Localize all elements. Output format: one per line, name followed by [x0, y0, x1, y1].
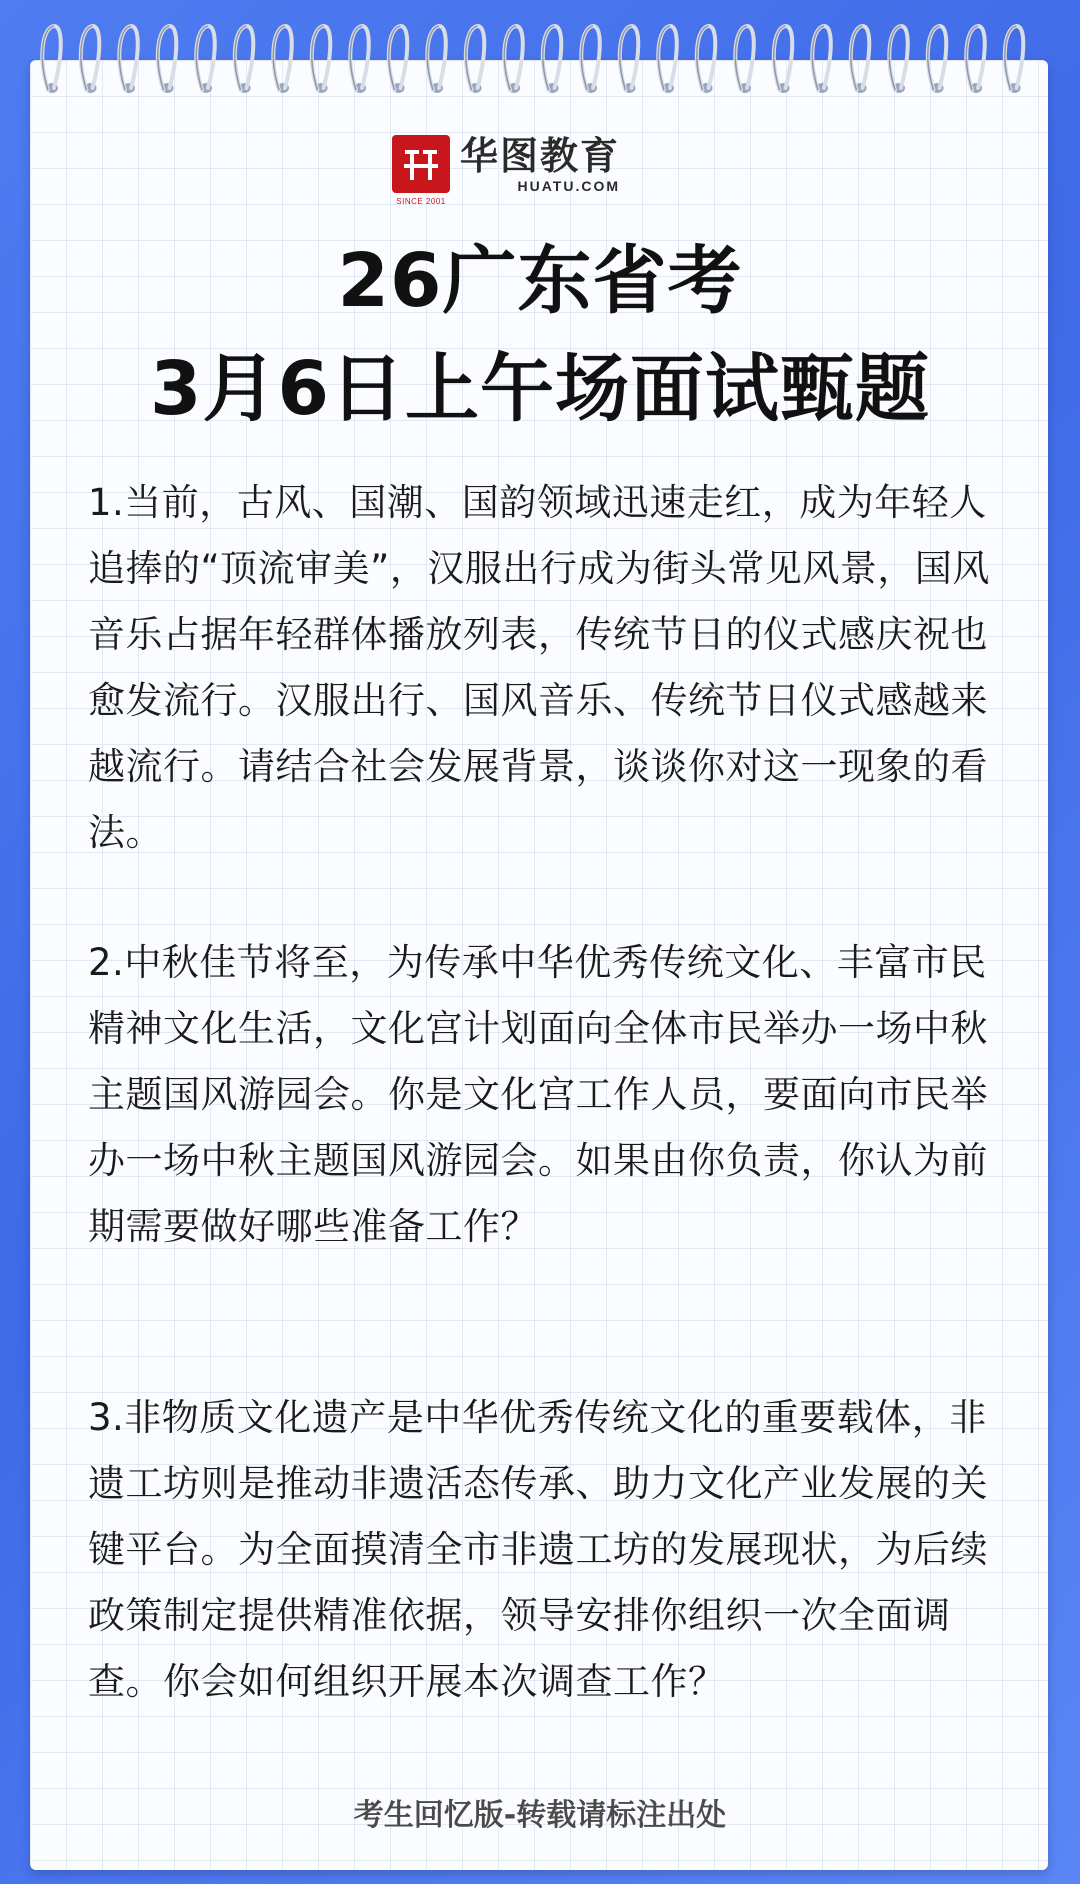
spiral-binding [30, 18, 1048, 108]
huatu-logo [392, 128, 682, 206]
logo-brand-cn: 华图教育 [460, 134, 621, 178]
logo-since: SINCE 2001 [396, 197, 446, 206]
page-title-line1: 26广东省考 [337, 238, 743, 324]
question-3: 3.非物质文化遗产是中华优秀传统文化的重要载体，非遗工坊则是推动非遗活态传承、助力文化产业发展的关键平台。为全面摸清全市非遗工坊的发展现状，为后续政策制定提供精准依据，领导安排你组织一次全面调查。你会如何组织开展本次调查工作？ [88, 1396, 988, 1703]
logo-brand-en: HUATU.COM [517, 178, 621, 194]
question-2: 2.中秋佳节将至，为传承中华优秀传统文化、丰富市民精神文化生活，文化宫计划面向全体市民举办一场中秋主题国风游园会。你是文化宫工作人员，要面向市民举办一场中秋主题国风游园会。如果由你负责，你认为前期需要做好哪些准备工作？ [88, 941, 988, 1248]
footer-note: 考生回忆版-转载请标注出处 [353, 1798, 727, 1833]
page-title-line2: 3月6日上午场面试甄题 [150, 346, 930, 432]
huatu-logo-mark-icon [392, 135, 450, 206]
question-1: 1.当前，古风、国潮、国韵领域迅速走红，成为年轻人追捧的“顶流审美”，汉服出行成为街头常见风景，国风音乐占据年轻群体播放列表，传统节日的仪式感庆祝也愈发流行。汉服出行、国风音乐、传统节日仪式感越来越流行。请结合社会发展背景，谈谈你对这一现象的看法。 [88, 481, 990, 854]
